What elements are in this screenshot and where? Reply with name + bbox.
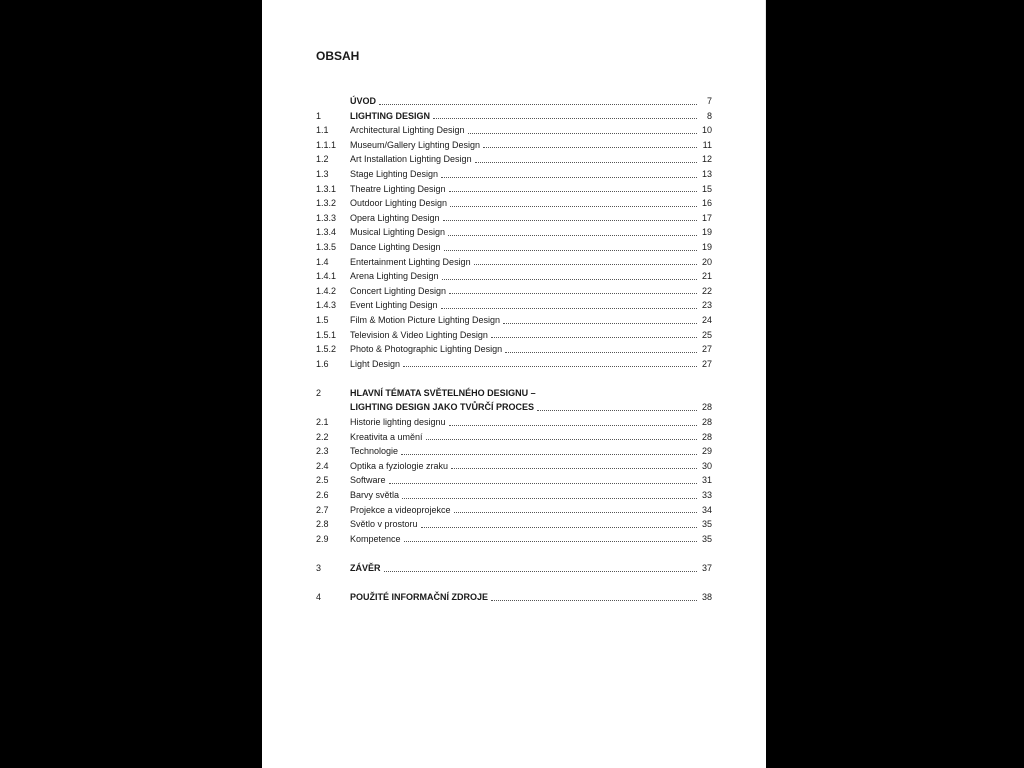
- toc-entry-number: 1.2: [316, 154, 329, 165]
- dot-leader: [454, 512, 697, 513]
- toc-entry-page: 28: [701, 417, 712, 428]
- toc-entry: [316, 255, 712, 270]
- toc-entry-page: 28: [701, 431, 712, 442]
- toc-entry-number: 1.1.1: [316, 139, 337, 150]
- toc-entry: [316, 284, 712, 299]
- dot-leader: [451, 468, 697, 469]
- dot-leader: [450, 206, 697, 207]
- toc-entry: [316, 94, 712, 109]
- dot-leader: [442, 279, 697, 280]
- toc-entry-page: 13: [701, 168, 712, 179]
- toc-entry: [316, 415, 712, 430]
- dot-leader: [421, 527, 697, 528]
- toc-entry-title: Television & Video Lighting Design: [350, 329, 488, 340]
- dot-leader: [503, 323, 697, 324]
- toc-entry-number: 2.4: [316, 460, 329, 471]
- toc-entry-title: Kreativita a umění: [350, 431, 423, 442]
- toc-entry-title: Technologie: [350, 446, 399, 457]
- toc-entry-page: 31: [701, 475, 712, 486]
- toc-entry-number: 2.8: [316, 519, 329, 530]
- toc-entry: [316, 342, 712, 357]
- toc-entry-number: 1.3.3: [316, 212, 337, 223]
- dot-leader: [402, 498, 697, 499]
- toc-entry-number: 1.1: [316, 125, 329, 136]
- toc-entry-number: 1.3: [316, 168, 329, 179]
- toc-entry-title: LIGHTING DESIGN JAKO TVŮRČÍ PROCES: [350, 402, 535, 413]
- toc-entry-title: Light Design: [350, 358, 401, 369]
- toc-entry: [316, 386, 712, 401]
- toc-entry-page: 23: [701, 300, 712, 311]
- toc-entry-title: Arena Lighting Design: [350, 271, 439, 282]
- toc-entry-title: Kompetence: [350, 533, 401, 544]
- toc-entry-number: 1.4.2: [316, 285, 337, 296]
- toc-entry-page: 35: [701, 533, 712, 544]
- toc-entry-page: 33: [701, 490, 712, 501]
- toc-entry-number: 1.4.3: [316, 300, 337, 311]
- toc-entry-number: 2.3: [316, 446, 329, 457]
- toc-entry-title: Opera Lighting Design: [350, 212, 440, 223]
- toc-entry-title: Concert Lighting Design: [350, 285, 447, 296]
- dot-leader: [483, 147, 697, 148]
- toc-entry-number: 1.3.2: [316, 198, 337, 209]
- toc-entry-page: 38: [701, 592, 712, 603]
- toc-entry: [316, 561, 712, 576]
- toc-entry-title: POUŽITÉ INFORMAČNÍ ZDROJE: [350, 592, 489, 603]
- toc-entry-title: Stage Lighting Design: [350, 168, 439, 179]
- dot-leader: [491, 337, 697, 338]
- toc-entry-title: Entertainment Lighting Design: [350, 256, 471, 267]
- toc-entry-number: 2.9: [316, 533, 329, 544]
- toc-entry-page: 20: [701, 256, 712, 267]
- toc-entry: [316, 328, 712, 343]
- dot-leader: [468, 133, 697, 134]
- dot-leader: [384, 571, 697, 572]
- toc-entry: [316, 313, 712, 328]
- dot-leader: [448, 235, 697, 236]
- toc-entry-page: 34: [701, 504, 712, 515]
- toc-entry: [316, 400, 712, 415]
- toc-entry-title: ZÁVĚR: [350, 563, 381, 573]
- dot-leader: [474, 264, 697, 265]
- toc-entry-number: 2: [316, 387, 322, 398]
- dot-leader: [401, 454, 697, 455]
- toc-entry-title: Software: [350, 475, 386, 486]
- toc-entry: [316, 590, 712, 605]
- toc-entry: [316, 211, 712, 226]
- dot-leader: [443, 220, 697, 221]
- toc-entry-page: 24: [701, 314, 712, 325]
- toc-entry-title: Projekce a videoprojekce: [350, 504, 451, 515]
- toc-heading: OBSAH: [316, 49, 360, 63]
- toc-entry: [316, 225, 712, 240]
- toc-entry-page: 28: [701, 402, 712, 413]
- toc-entry-title: Architectural Lighting Design: [350, 125, 465, 136]
- toc-entry: [316, 532, 712, 547]
- dot-leader: [505, 352, 697, 353]
- toc-entry-page: 15: [701, 183, 712, 194]
- dot-leader: [491, 600, 697, 601]
- toc-entry-page: 19: [701, 241, 712, 252]
- document-page: [262, 0, 766, 768]
- toc-entry-number: 1.5: [316, 314, 329, 325]
- toc-entry: [316, 109, 712, 124]
- toc-entry: [316, 240, 712, 255]
- toc-entry-title: Musical Lighting Design: [350, 227, 446, 238]
- toc-entry-title: Optika a fyziologie zraku: [350, 460, 449, 471]
- toc-entry-page: 8: [706, 110, 712, 121]
- toc-entry-title: Barvy světla: [350, 490, 400, 501]
- toc-entry-number: 1.6: [316, 358, 329, 369]
- dot-leader: [449, 425, 697, 426]
- toc-entry-number: 1.5.2: [316, 344, 337, 355]
- toc-entry: [316, 152, 712, 167]
- toc-entry-page: 37: [701, 563, 712, 573]
- toc-entry: [316, 298, 712, 313]
- toc-entry-page: 29: [701, 446, 712, 457]
- toc-entry-page: 27: [701, 344, 712, 355]
- toc-entry-page: 21: [701, 271, 712, 282]
- toc-entry-title: Photo & Photographic Lighting Design: [350, 344, 503, 355]
- toc-entry: [316, 488, 712, 503]
- toc-entry-page: 17: [701, 212, 712, 223]
- toc-entry-title: Museum/Gallery Lighting Design: [350, 139, 481, 150]
- toc-entry-number: 1.4: [316, 256, 329, 267]
- toc-entry-title: Art Installation Lighting Design: [350, 154, 472, 165]
- toc-entry-page: 11: [702, 139, 712, 150]
- dot-leader: [449, 293, 697, 294]
- toc-entry-page: 7: [706, 96, 712, 106]
- dot-leader: [426, 439, 697, 440]
- dot-leader: [433, 118, 697, 119]
- toc-entry-page: 19: [701, 227, 712, 238]
- toc-entry-number: 1.3.5: [316, 241, 337, 252]
- toc-entry: [316, 167, 712, 182]
- toc-entry: [316, 196, 712, 211]
- dot-leader: [449, 191, 697, 192]
- toc-entry-title: HLAVNÍ TÉMATA SVĚTELNÉHO DESIGNU –: [350, 387, 536, 398]
- toc-entry-title: Theatre Lighting Design: [350, 183, 446, 194]
- toc-entry-number: 1.4.1: [316, 271, 337, 282]
- dot-leader: [475, 162, 697, 163]
- toc-entry: [316, 503, 712, 518]
- dot-leader: [389, 483, 697, 484]
- toc-entry-number: 2.6: [316, 490, 329, 501]
- toc-entry-page: 16: [701, 198, 712, 209]
- dot-leader: [404, 541, 697, 542]
- toc-entry: [316, 430, 712, 445]
- toc-entry: [316, 517, 712, 532]
- toc-entry: [316, 444, 712, 459]
- toc-entry-page: 30: [701, 460, 712, 471]
- toc-entry-page: 12: [701, 154, 712, 165]
- toc-entry-title: Event Lighting Design: [350, 300, 438, 311]
- toc-entry-title: ÚVOD: [350, 96, 377, 106]
- toc-entry-title: Film & Motion Picture Lighting Design: [350, 314, 501, 325]
- toc-entry: [316, 473, 712, 488]
- toc-entry-title: LIGHTING DESIGN: [350, 110, 431, 121]
- toc-entry-page: 22: [701, 285, 712, 296]
- table-of-contents: [316, 94, 712, 605]
- toc-entry-title: Historie lighting designu: [350, 417, 446, 428]
- dot-leader: [403, 366, 697, 367]
- toc-entry-page: 25: [701, 329, 712, 340]
- page-edge: [765, 0, 766, 80]
- toc-entry-number: 2.7: [316, 504, 329, 515]
- toc-entry: [316, 459, 712, 474]
- toc-entry: [316, 357, 712, 372]
- toc-entry-title: Světlo v prostoru: [350, 519, 418, 530]
- toc-entry-number: 3: [316, 563, 322, 573]
- dot-leader: [441, 177, 697, 178]
- toc-entry-page: 35: [701, 519, 712, 530]
- toc-entry-number: 1.5.1: [316, 329, 337, 340]
- toc-entry-title: Dance Lighting Design: [350, 241, 441, 252]
- toc-entry-page: 27: [701, 358, 712, 369]
- toc-entry-number: 1: [316, 110, 322, 121]
- toc-entry-number: 1.3.4: [316, 227, 337, 238]
- toc-entry-page: 10: [701, 125, 712, 136]
- dot-leader: [441, 308, 697, 309]
- toc-entry: [316, 123, 712, 138]
- toc-entry-number: 4: [316, 592, 322, 603]
- toc-entry: [316, 138, 712, 153]
- toc-entry-title: Outdoor Lighting Design: [350, 198, 448, 209]
- toc-entry: [316, 269, 712, 284]
- toc-entry: [316, 182, 712, 197]
- toc-entry-number: 2.1: [316, 417, 329, 428]
- dot-leader: [537, 410, 697, 411]
- dot-leader: [444, 250, 697, 251]
- toc-entry-number: 1.3.1: [316, 183, 337, 194]
- dot-leader: [379, 104, 697, 105]
- toc-entry-number: 2.2: [316, 431, 329, 442]
- toc-entry-number: 2.5: [316, 475, 329, 486]
